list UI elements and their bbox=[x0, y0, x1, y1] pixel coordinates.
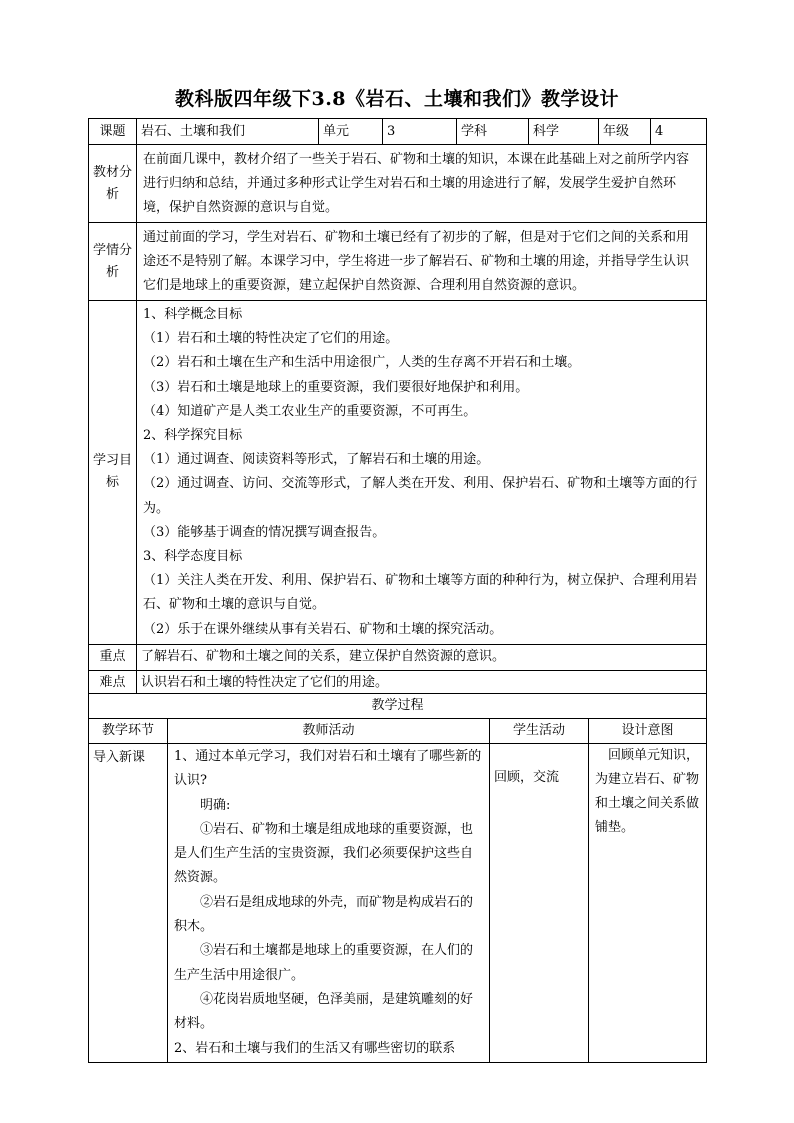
key-label: 重点 bbox=[89, 644, 137, 670]
grade-value: 4 bbox=[651, 119, 707, 145]
design-intent: 回顾单元知识，为建立岩石、矿物和土壤之间关系做铺垫。 bbox=[589, 744, 707, 1063]
goal-line: （3）岩石和土壤是地球上的重要资源，我们要很好地保护和利用。 bbox=[143, 379, 529, 395]
material-label: 教材分析 bbox=[89, 145, 137, 223]
learner-text: 通过前面的学习，学生对岩石、矿物和土壤已经有了初步的了解，但是对于它们之间的关系和用途还不是特别了解。本课学习中，学生将进一步了解岩石、矿物和土壤的用途，并指导学生认识它们是地球上的重要资源，建立起保护自然资源、合理利用自然资源的意识。 bbox=[137, 223, 707, 301]
goal-line: （3）能够基于调查的情况撰写调查报告。 bbox=[143, 524, 386, 540]
process-table bbox=[88, 693, 707, 1063]
header-stage: 教学环节 bbox=[89, 719, 168, 744]
teacher-line: 1、通过本单元学习，我们对岩石和土壤有了哪些新的认识? bbox=[174, 749, 482, 789]
header-intent: 设计意图 bbox=[589, 719, 707, 744]
goal-line: （2）通过调查、访问、交流等形式，了解人类在开发、利用、保护岩石、矿物和土壤等方面的行为。 bbox=[143, 476, 698, 516]
process-section-title: 教学过程 bbox=[89, 694, 707, 719]
goal-line: （1）岩石和土壤的特性决定了它们的用途。 bbox=[143, 331, 399, 347]
goals-label: 学习目标 bbox=[89, 301, 137, 645]
goal-line: 2、科学探究目标 bbox=[143, 428, 243, 444]
teacher-line: 2、岩石和土壤与我们的生活又有哪些密切的联系 bbox=[174, 1040, 456, 1056]
goal-line: （1）通过调查、阅读资料等形式，了解岩石和土壤的用途。 bbox=[143, 452, 490, 468]
goal-line: （4）知道矿产是人类工农业生产的重要资源，不可再生。 bbox=[143, 403, 477, 419]
topic-value: 岩石、土壤和我们 bbox=[137, 119, 319, 145]
teacher-line: ③岩石和土壤都是地球上的重要资源，在人们的生产生活中用途很广。 bbox=[174, 943, 474, 983]
key-text: 了解岩石、矿物和土壤之间的关系，建立保护自然资源的意识。 bbox=[137, 644, 707, 670]
unit-value: 3 bbox=[383, 119, 457, 145]
subject-value: 科学 bbox=[529, 119, 599, 145]
info-table bbox=[88, 118, 707, 697]
header-student: 学生活动 bbox=[490, 719, 589, 744]
goal-line: （1）关注人类在开发、利用、保护岩石、矿物和土壤等方面的种种行为，树立保护、合理利用岩石、矿物和土壤的意识与自觉。 bbox=[143, 573, 698, 613]
teacher-line: ②岩石是组成地球的外壳，而矿物是构成岩石的积木。 bbox=[174, 894, 474, 935]
teacher-line: ④花岗岩质地坚硬，色泽美丽，是建筑雕刻的好材料。 bbox=[174, 991, 474, 1032]
goals-list bbox=[137, 301, 707, 645]
difficulty-text: 认识岩石和土壤的特性决定了它们的用途。 bbox=[137, 670, 707, 696]
teacher-line: ①岩石、矿物和土壤是组成地球的重要资源，也是人们生产生活的宝贵资源，我们必须要保护这些自然资源。 bbox=[174, 821, 474, 886]
goal-line: （2）岩石和土壤在生产和生活中用途很广，人类的生存离不开岩石和土壤。 bbox=[143, 355, 581, 371]
grade-label: 年级 bbox=[599, 119, 651, 145]
teacher-activity bbox=[168, 744, 490, 1063]
goal-line: 1、科学概念目标 bbox=[143, 307, 243, 322]
topic-label: 课题 bbox=[89, 119, 137, 145]
page-title: 教科版四年级下3.8《岩石、土壤和我们》教学设计 bbox=[174, 88, 620, 110]
subject-label: 学科 bbox=[457, 119, 529, 145]
student-activity: 回顾，交流 bbox=[490, 744, 589, 1063]
goal-line: 3、科学态度目标 bbox=[143, 549, 243, 565]
difficulty-label: 难点 bbox=[89, 670, 137, 696]
goal-line: （2）乐于在课外继续从事有关岩石、矿物和土壤的探究活动。 bbox=[143, 621, 503, 637]
stage-cell: 导入新课 bbox=[89, 744, 168, 1063]
learner-label: 学情分析 bbox=[89, 223, 137, 301]
material-text: 在前面几课中，教材介绍了一些关于岩石、矿物和土壤的知识，本课在此基础上对之前所学内容进行归纳和总结，并通过多种形式让学生对岩石和土壤的用途进行了解，发展学生爱护自然环境，保护自然资源的意识与自觉。 bbox=[137, 145, 707, 223]
header-teacher: 教师活动 bbox=[168, 719, 490, 744]
unit-label: 单元 bbox=[319, 119, 383, 145]
teacher-line: 明确: bbox=[200, 797, 231, 813]
